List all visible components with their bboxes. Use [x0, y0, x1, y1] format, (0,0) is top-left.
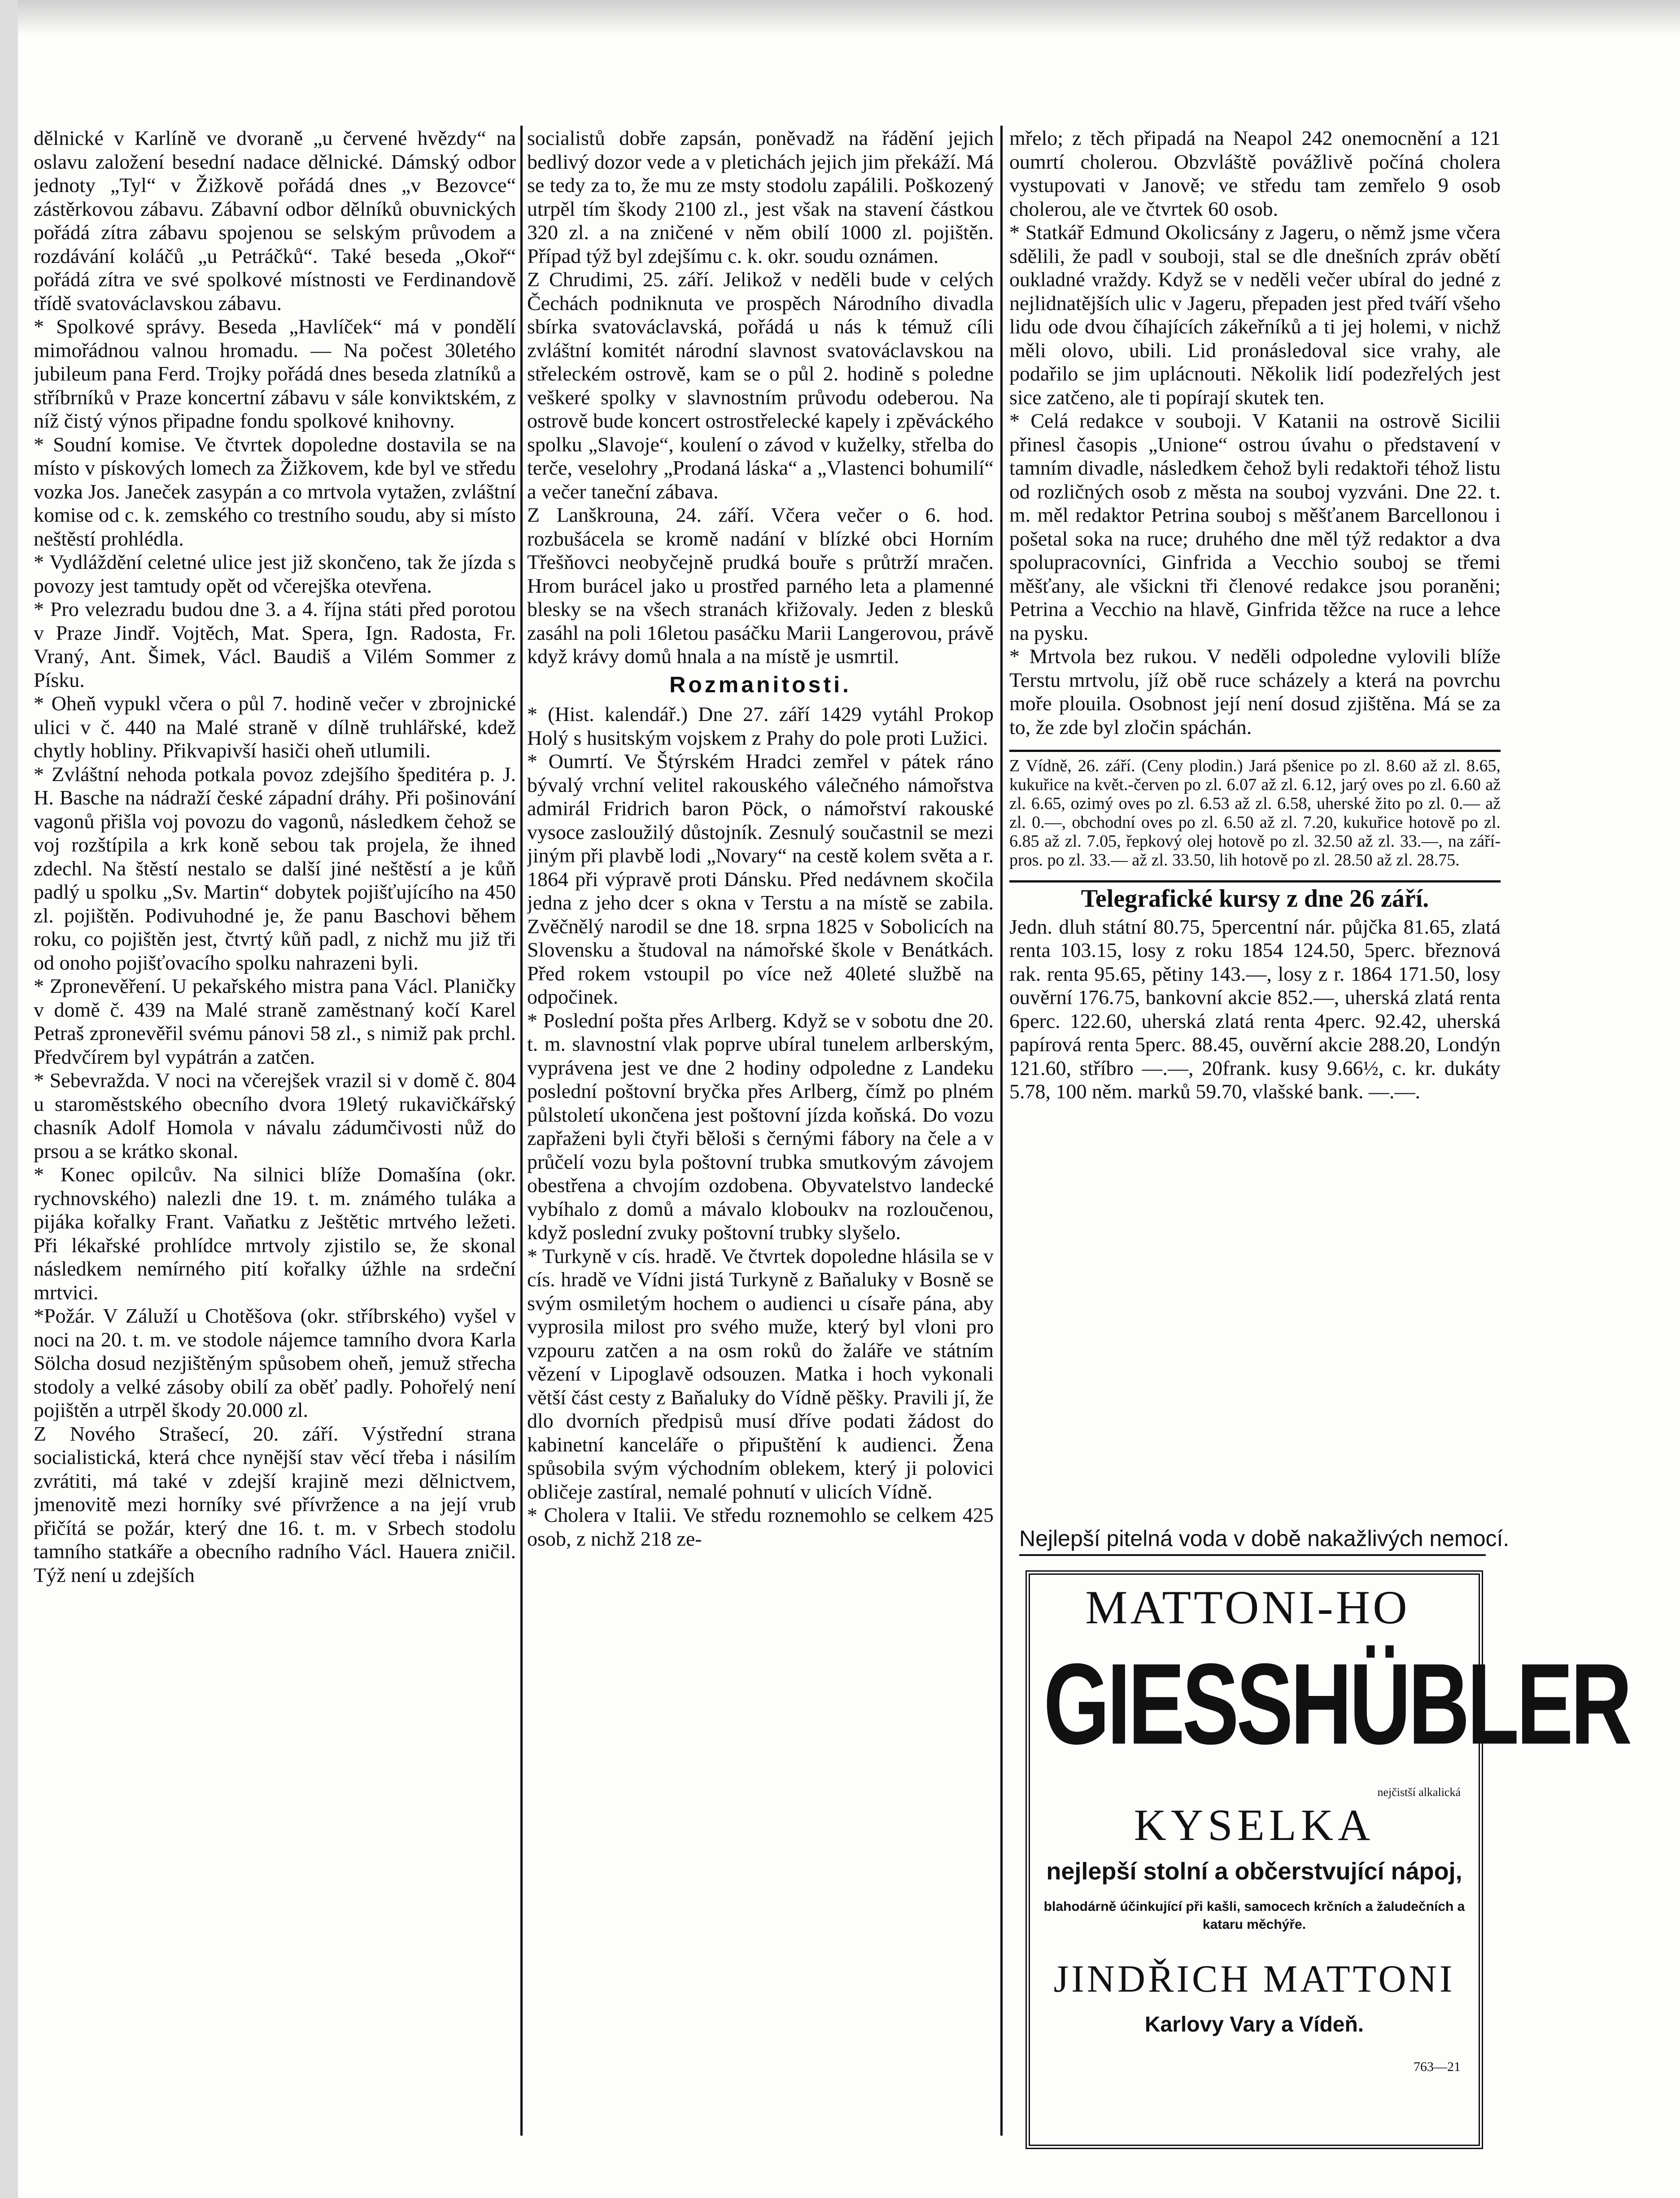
article-paragraph: * Turkyně v cís. hradě. Ve čtvrtek dopoledne hlásila se v cís. hradě ve Vídni jistá Turkyně z Baňaluky v Bosně se svým osmiletým hochem o audienci u císaře pána, aby vyprosila milost pro svého muže, který byl vloni pro vzpouru zatčen a na osm roků do žaláře ve státním vězení v Lipoglavě odsouzen. Matka i hoch vykonali větší část cesty z Baňaluky do Vídně pěšky. Pravili jí, že dlo dvorních předpisů musí dříve podati žádost do kabinetní kanceláře o připuštění k audienci. Žena spůsobila svým východním oblekem, který ji polovici obličeje zastíral, nemalé pohnutí v ulicích Vídně.: [527, 1244, 994, 1503]
advertisement-mattoni: [1019, 1525, 1630, 2154]
ad-address: Karlovy Vary a Vídeň.: [1144, 2013, 1364, 2036]
article-paragraph: * Mrtvola bez rukou. V neděli odpoledne vylovili blíže Terstu mrtvolu, jíž obě ruce scházely a která na povrchu moře plouila. Osobnost její není dosud zjištěna. Má se za to, že zde byl zločin spáchán.: [1009, 645, 1501, 738]
article-paragraph: * Konec opilcův. Na silnici blíže Domašína (okr. rychnovského) nalezli dne 19. t. m. známého tuláka a pijáka kořalky Frant. Vaňatku z Ještětic mrtvého ležeti. Při lékařské prohlídce mrtvoly zjistilo se, že skonal následkem nemírného pití kořalky úžhle na srdeční mrtvici.: [34, 1163, 516, 1304]
article-paragraph: * Zpronevěření. U pekařského mistra pana Václ. Planičky v domě č. 439 na Malé straně zaměstnaný kočí Karel Petraš zpronevěřil svému pánovi 58 zl., s nimiž pak prchl. Předvčírem byl vypátrán a zatčen.: [34, 974, 516, 1068]
ad-firm-name: JINDŘICH MATTONI: [1053, 1957, 1455, 2000]
article-paragraph: * Oheň vypukl včera o půl 7. hodině večer v zbrojnické ulici v č. 440 na Malé straně v dílně truhlářské, kdež chytly hobliny. Přikvapivší hasiči oheň utlumili.: [34, 692, 516, 762]
ad-note: nejčistší alkalická: [1377, 1786, 1461, 1799]
article-paragraph: * Spolkové správy. Beseda „Havlíček“ má v pondělí mimořádnou valnou hromadu. — Na počest 30letého jubileum pana Ferd. Trojky pořádá dnes beseda zlatníků a stříbrníků v Praze koncertní zábavu v sále konviktském, z níž čistý výnos připadne fondu spolkové knihovny.: [34, 315, 516, 432]
ad-strapline: Nejlepší pitelná voda v době nakažlivých nemocí.: [1019, 1525, 1486, 1556]
article-paragraph: * Poslední pošta přes Arlberg. Když se v sobotu dne 20. t. m. slavnostní vlak poprve ubíral tunelem arlberským, vyprávena jest ve dne 2 hodiny odpoledne z Landeku poslední poštovní bryčka přes Arlberg, čímž po plném půlstoletí ukončena jest poštovní jízda koňská. Do vozu zapřaženi byli čtyři běloši s černými fábory na čele a v průčelí vozu byla poštovní trubka smutkovým závojem obestřena a chvojím ozdobena. Obyvatelstvo landecké vybíhalo z domů a mávalo kloboukv na rozloučenou, když poslední zvuky poštovní trubky slyšelo.: [527, 1009, 994, 1244]
ad-slogan: nejlepší stolní a občerstvující nápoj,: [1046, 1858, 1462, 1885]
article-paragraph: Z Chrudimi, 25. září. Jelikož v neděli bude v celých Čechách podniknuta ve prospěch Národního divadla sbírka svatováclavská, pořádá u nás k témuž cíli zvláštní komitét národní slavnost svatováclavskou na střeleckém ostrově, kam se o půl 2. hodině s poledne veškeré spolky v slavnostním průvodu odeberou. Na ostrově bude koncert ostrostřelecké kapely i zpěváckého spolku „Slavoje“, koulení o závod v kuželky, střelba do terče, veselohry „Prodaná láska“ a „Vlastenci bohumilí“ a večer taneční zábava.: [527, 268, 994, 503]
article-paragraph: socialistů dobře zapsán, poněvadž na řádění jejich bedlivý dozor vede a v pletichách jejich jim překáží. Má se tedy za to, že mu ze msty stodolu zapálili. Poškozený utrpěl tím škody 2100 zl., jest však na stavení částkou 320 zl. a na zničené v něm obilí 1000 zl. pojištěn. Případ týž byl zdejšímu c. k. okr. soudu oznámen.: [527, 127, 994, 267]
column-rule-1: [520, 126, 523, 2136]
ad-frame: [1025, 1570, 1630, 2149]
article-paragraph: Z Nového Strašecí, 20. září. Výstřední strana socialistická, která chce nynější stav věcí třeba i násilím zvrátiti, má také v zdejší krajině mezi dělnictvem, jmenovitě mezi horníky své přívržence a na její vrub přičítá se požár, který dne 16. t. m. v Srbech stodolu tamního statkáře a obecního radního Václ. Hauera zničil. Týž není u zdejších: [34, 1422, 516, 1586]
market-prices: Z Vídně, 26. září. (Ceny plodin.) Jará pšenice po zl. 8.60 až zl. 8.65, kukuřice na květ.-červen po zl. 6.07 až zl. 6.12, jarý oves po zl. 6.60 až zl. 6.65, ozimý oves po zl. 6.53 až zl. 6.58, uherské žito po zl. 0.— až zl. 0.—, obchodní oves po zl. 6.50 až zl. 7.20, kukuřice hotově po zl. 6.85 až zl. 7.05, řepkový olej hotově po zl. 32.50 až zl. 33.—, na září-pros. po zl. 33.— až zl. 33.50, lih hotově po zl. 28.50 až zl. 28.75.: [1009, 756, 1501, 870]
column-rule-2: [1000, 126, 1003, 2136]
article-paragraph: * Oumrtí. Ve Štýrském Hradci zemřel v pátek ráno bývalý vrchní velitel rakouského válečného námořstva admirál Fridrich baron Pöck, o námořství rakouské vysoce zasloužilý důstojník. Zesnulý součastnil se mezi jiným při plavbě lodi „Novary“ na cestě kolem světa a r. 1864 při výpravě proti Dánsku. Před nedávnem skočila jedna z jeho dcer s okna v Terstu a na místě se zabila. Zvěčnělý narodil se dne 18. srpna 1825 v Sobolicích na Slovensku a študoval na námořské škole v Benátkách. Před rokem vstoupil po více než 40leté službě na odpočinek.: [527, 750, 994, 1008]
article-paragraph: * Soudní komise. Ve čtvrtek dopoledne dostavila se na místo v pískových lomech za Žižkovem, kde byl ve středu vozka Jos. Janeček zasypán a co mrtvola vytažen, zvláštní komise od c. k. zemského co trestního soudu, aby si místo neštěstí prohlédla.: [34, 433, 516, 550]
article-paragraph: *Požár. V Záluží u Chotěšova (okr. stříbrského) vyšel v noci na 20. t. m. ve stodole nájemce tamního dvora Karla Sölcha dosud nezjištěným spůsobem oheň, jemuž střecha stodoly a velké zásoby obilí za oběť padly. Pohořelý není pojištěn a utrpěl škody 20.000 zl.: [34, 1304, 516, 1421]
article-paragraph: * Celá redakce v souboji. V Katanii na ostrově Sicilii přinesl časopis „Unione“ ostrou úvahu o představení v tamním divadle, následkem čehož byli redaktoři téhož listu od rozličných osob z města na souboj vyzváni. Dne 22. t. m. měl redaktor Petrina souboj s měšťanem Barcellonou i pošetal soka na ruce; druhého dne měl týž redaktor a dva spolupracovníci, Ginfrida a Vecchio souboj se třemi měšťany, ale všickni tři členové redakce jsou poraněni; Petrina a Vecchio na hlavě, Ginfrida těžce na ruce a lehce na pysku.: [1009, 409, 1501, 644]
column-1: [34, 127, 516, 2132]
telegraph-title: Telegrafické kursy z dne 26 září.: [1081, 885, 1429, 913]
scan-left-edge: [0, 0, 18, 2198]
article-paragraph: * Vydláždění celetné ulice jest již skončeno, tak že jízda s povozy jest tamtudy opět od včerejška otevřena.: [34, 551, 516, 597]
article-paragraph: * Zvláštní nehoda potkala povoz zdejšího špeditéra p. J. H. Basche na nádraží české západní dráhy. Při pošinování vagonů přišla voj povozu do vagonů, následkem čehož se voj rozštípila a krk koně sebou tak projela, že ihned zdechl. Na štěstí nestalo se další jiné neštěstí a je kůň padlý u spolku „Sv. Martin“ dobytek pojišťujícího na 450 zl. pojištěn. Podivuhodné je, že panu Baschovi během roku, co pojištěn jest, čtvrtý kůň padl, z nichž mu již tři od onoho pojišťovacího spolku nahrazeni byli.: [34, 762, 516, 974]
article-paragraph: mřelo; z těch připadá na Neapol 242 onemocnění a 121 oumrtí cholerou. Obzvláště povážlivě počíná cholera vystupovati v Janově; ve středu tam zemřelo 9 osob cholerou, ale ve čtvrtek 60 osob.: [1009, 127, 1501, 220]
article-paragraph: * Pro velezradu budou dne 3. a 4. října státi před porotou v Praze Jindř. Vojtěch, Mat. Spera, Ign. Radosta, Fr. Vraný, Ant. Šimek, Václ. Baudiš a Vilém Sommer z Písku.: [34, 598, 516, 691]
section-divider: [1009, 750, 1501, 752]
article-paragraph: * Cholera v Italii. Ve středu roznemohlo se celkem 425 osob, z nichž 218 ze-: [527, 1503, 994, 1550]
telegraph-rates: Jedn. dluh státní 80.75, 5percentní nár. půjčka 81.65, zlatá renta 103.15, losy z roku 1854 124.50, 5perc. březnová rak. renta 95.65, pětiny 143.—, losy z r. 1864 171.50, losy ouvěrní 176.75, bankovní akcie 852.—, uherská zlatá renta 6perc. 122.60, uherská zlatá renta 4perc. 92.42, uherská papírová renta 5perc. 88.45, ouvěrní akcie 288.20, Londýn 121.60, stříbro —.—, 20frank. kusy 9.66½, c. kr. dukáty 5.78, 100 něm. marků 59.70, vlašské bank. —.—.: [1009, 915, 1501, 1103]
article-paragraph: dělnické v Karlíně ve dvoraně „u červené hvězdy“ na oslavu založení besední nadace dělnické. Dámský odbor jednoty „Tyl“ v Žižkově pořádá dnes „v Bezovce“ zástěrkovou zábavu. Zábavní odbor dělníků obuvnických pořádá zítra zábavu spojenou se selským průvodem a rozdávání koláčů „u Petráčků“. Také beseda „Okoř“ pořádá zítra ve své spolkové místnosti ve Ferdinandově třídě svatováclavskou zábavu.: [34, 127, 516, 315]
section-heading-rozmanitosti: Rozmanitosti.: [669, 672, 851, 697]
article-paragraph: * Statkář Edmund Okolicsány z Jageru, o němž jsme včera sdělili, že padl v souboji, stal se dle dnešních zpráv obětí oukladné vraždy. Když se v neděli večer ubíral do jedné z nejlidnatějších ulic v Jageru, přepaden jest před tváří všeho lidu ode dvou číhajících zákeřníků a ti jej holemi, v nichž měli olovo, ubili. Lid pronásledoval sice vrahy, ale podařilo se jim uplácnouti. Několik lidí podezřelých jest sice zatčeno, ale ti popírají skutek ten.: [1009, 221, 1501, 409]
scan-top-edge: [0, 0, 1680, 36]
ad-mattoni-ho: MATTONI-HO: [1085, 1581, 1410, 1634]
section-divider: [1009, 880, 1501, 883]
ad-giesshubler: GIESSHÜBLER: [1043, 1640, 1630, 1769]
ad-kyselka: KYSELKA: [1134, 1800, 1375, 1850]
article-paragraph: * (Hist. kalendář.) Dne 27. září 1429 vytáhl Prokop Holý s husitským vojskem z Prahy do pole proti Lužici.: [527, 703, 994, 749]
ad-effects: blahodárně účinkující při kašli, samocech krčních a žaludečních a kataru měchýře.: [1043, 1899, 1465, 1932]
article-paragraph: * Sebevražda. V noci na včerejšek vrazil si v domě č. 804 u staroměstského obecního dvora 19letý rukavičkářský chasník Adolf Homola v návalu zádumčivosti nůž do prsou a se krátko skonal.: [34, 1069, 516, 1162]
ad-reference-number: 763—21: [1414, 2059, 1461, 2074]
column-2: [527, 127, 994, 2132]
article-paragraph: Z Lanškrouna, 24. září. Včera večer o 6. hod. rozbušácela se kromě nadání v blízké obci Horním Třešňovci neobyčejně prudká bouře s průtrží mračen. Hrom burácel jako u prostřed parného leta a plamenné blesky se na všech stranách křižovaly. Jeden z blesků zasáhl na poli 16letou pasáčku Marii Langerovou, právě když krávy domů hnala a na místě je usmrtil.: [527, 503, 994, 668]
